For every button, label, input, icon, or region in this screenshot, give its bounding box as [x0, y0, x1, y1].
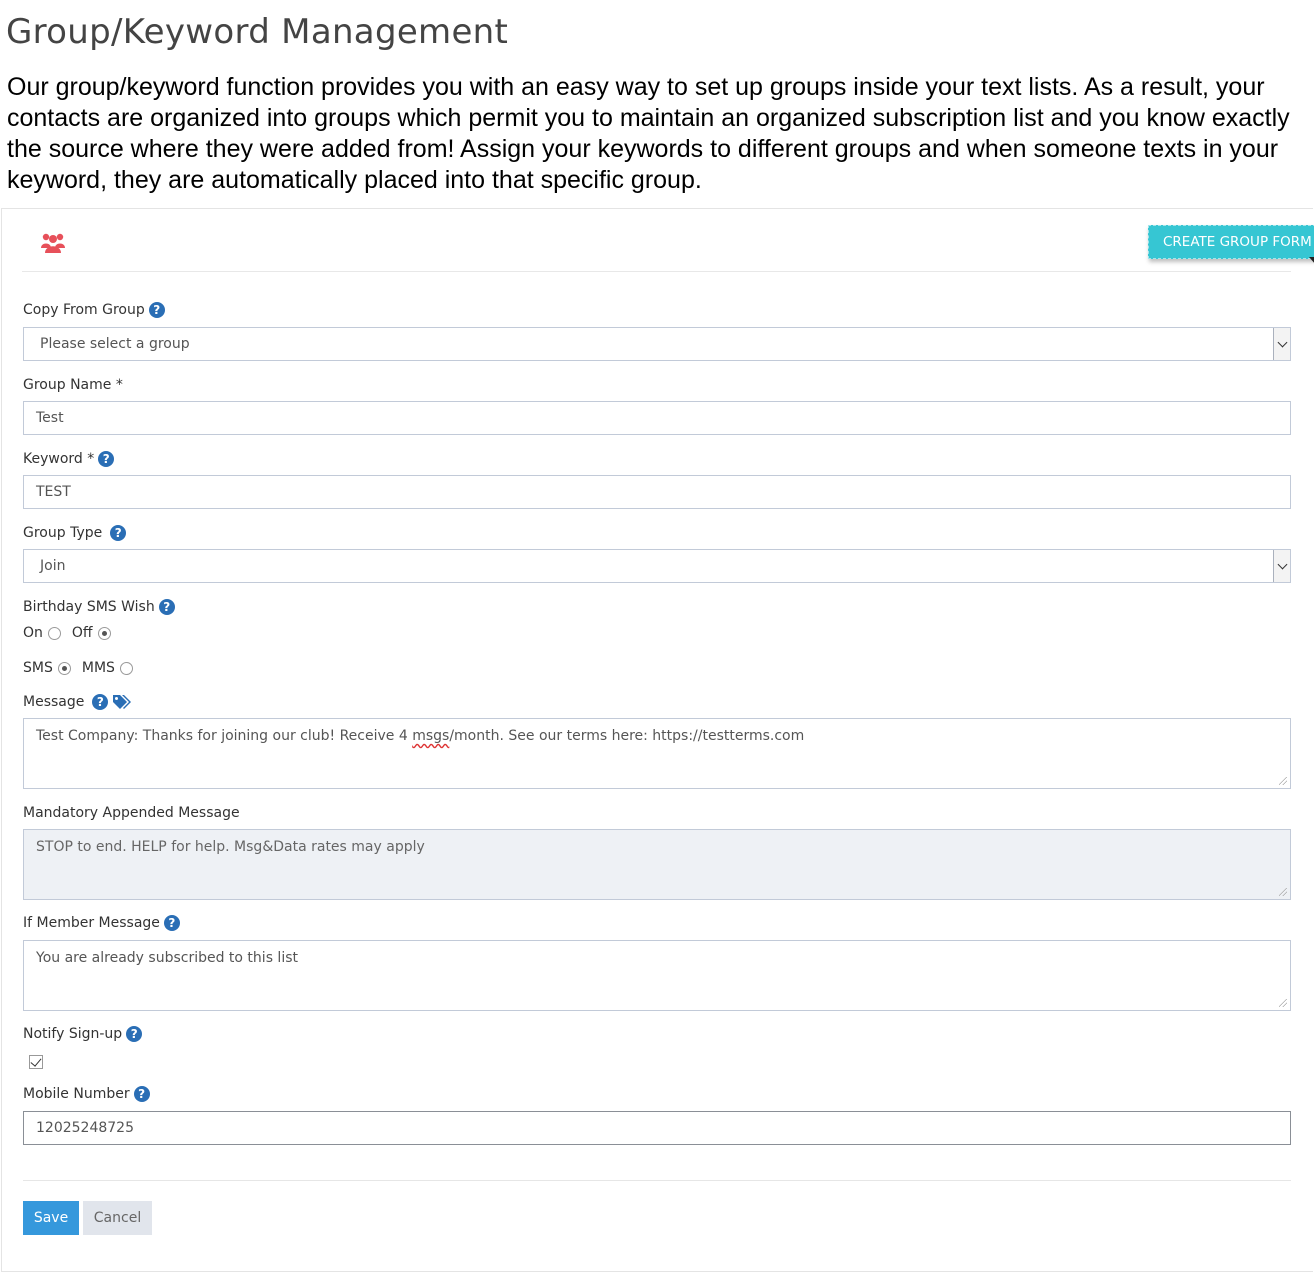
- help-icon[interactable]: ?: [110, 525, 126, 541]
- users-icon: [41, 232, 65, 254]
- help-icon[interactable]: ?: [134, 1086, 150, 1102]
- sms-radio[interactable]: [58, 662, 71, 675]
- help-icon[interactable]: ?: [126, 1026, 142, 1042]
- if-member-textarea[interactable]: [23, 940, 1291, 1011]
- copy-from-group-select[interactable]: [23, 327, 1291, 361]
- birthday-off-label: Off: [71, 625, 93, 641]
- resize-handle-icon: [1279, 888, 1287, 896]
- help-icon[interactable]: ?: [92, 694, 108, 710]
- message-text-after: /month. See our terms here: https://testterms.com: [449, 728, 805, 744]
- keyword-label-row: [23, 451, 114, 467]
- page-title: Group/Keyword Management: [6, 12, 509, 52]
- group-name-label: Group Name *: [23, 377, 123, 393]
- mandatory-label-row: [23, 805, 240, 821]
- mandatory-label: Mandatory Appended Message: [23, 805, 240, 821]
- mobile-label-row: [23, 1086, 150, 1102]
- message-textarea[interactable]: [23, 718, 1291, 789]
- help-icon[interactable]: ?: [98, 451, 114, 467]
- resize-handle-icon[interactable]: [1279, 777, 1287, 785]
- group-type-select[interactable]: [23, 549, 1291, 583]
- chevron-down-icon[interactable]: [1273, 550, 1290, 582]
- help-icon[interactable]: ?: [159, 599, 175, 615]
- notify-label: Notify Sign-up: [23, 1026, 123, 1042]
- group-name-input[interactable]: [23, 401, 1291, 435]
- if-member-label-row: [23, 915, 180, 931]
- message-label-row: [23, 694, 134, 710]
- message-type-radio-group: [23, 660, 139, 676]
- group-name-label-row: [23, 377, 123, 393]
- cancel-button[interactable]: Cancel: [83, 1201, 152, 1235]
- birthday-off-radio[interactable]: [98, 627, 111, 640]
- if-member-label: If Member Message: [23, 915, 160, 931]
- mandatory-message-textarea: [23, 829, 1291, 900]
- create-group-form-tab[interactable]: CREATE GROUP FORM: [1148, 225, 1314, 259]
- spellcheck-flagged-word: msgs: [412, 728, 450, 744]
- if-member-value: You are already subscribed to this list: [36, 950, 298, 966]
- form-divider: [23, 1180, 1291, 1181]
- help-icon[interactable]: ?: [164, 915, 180, 931]
- keyword-value: TEST: [36, 484, 71, 500]
- birthday-radio-group: [23, 625, 117, 641]
- intro-paragraph: Our group/keyword function provides you with an easy way to set up groups inside your text lists. As a result, your contacts are organized into groups which permit you to maintain an organized subscription list and you know exactly the source where they were added from! Assign your keywords to different groups and when someone texts in your keyword, they are automatically placed into that specific group.: [7, 73, 1290, 194]
- group-name-value: Test: [36, 410, 64, 426]
- sms-label: SMS: [23, 660, 53, 676]
- mms-label: MMS: [81, 660, 115, 676]
- message-label: Message: [23, 694, 85, 710]
- notify-signup-checkbox[interactable]: [29, 1055, 43, 1069]
- resize-handle-icon[interactable]: [1279, 999, 1287, 1007]
- copy-from-group-label: Copy From Group: [23, 302, 145, 318]
- tab-corner-decoration: [1309, 257, 1314, 265]
- keyword-label: Keyword *: [23, 451, 95, 467]
- save-button[interactable]: Save: [23, 1201, 79, 1235]
- mobile-number-value: 12025248725: [36, 1120, 134, 1136]
- birthday-label: Birthday SMS Wish: [23, 599, 155, 615]
- copy-from-group-value: Please select a group: [40, 336, 190, 352]
- group-form-panel: [1, 208, 1313, 1272]
- birthday-on-radio[interactable]: [48, 627, 61, 640]
- mms-radio[interactable]: [120, 662, 133, 675]
- birthday-label-row: [23, 599, 175, 615]
- group-type-value: Join: [40, 558, 66, 574]
- mobile-label: Mobile Number: [23, 1086, 130, 1102]
- panel-header: [22, 209, 1291, 272]
- message-text-before: Test Company: Thanks for joining our club! Receive 4: [36, 728, 413, 744]
- notify-label-row: [23, 1026, 142, 1042]
- keyword-input[interactable]: [23, 475, 1291, 509]
- copy-from-group-label-row: [23, 302, 165, 318]
- group-type-label: Group Type: [23, 525, 103, 541]
- group-type-label-row: [23, 525, 126, 541]
- mobile-number-input[interactable]: [23, 1111, 1291, 1145]
- tags-icon[interactable]: [112, 694, 134, 710]
- mandatory-message-value: STOP to end. HELP for help. Msg&Data rates may apply: [36, 839, 425, 855]
- help-icon[interactable]: ?: [149, 302, 165, 318]
- chevron-down-icon[interactable]: [1273, 328, 1290, 360]
- birthday-on-label: On: [23, 625, 43, 641]
